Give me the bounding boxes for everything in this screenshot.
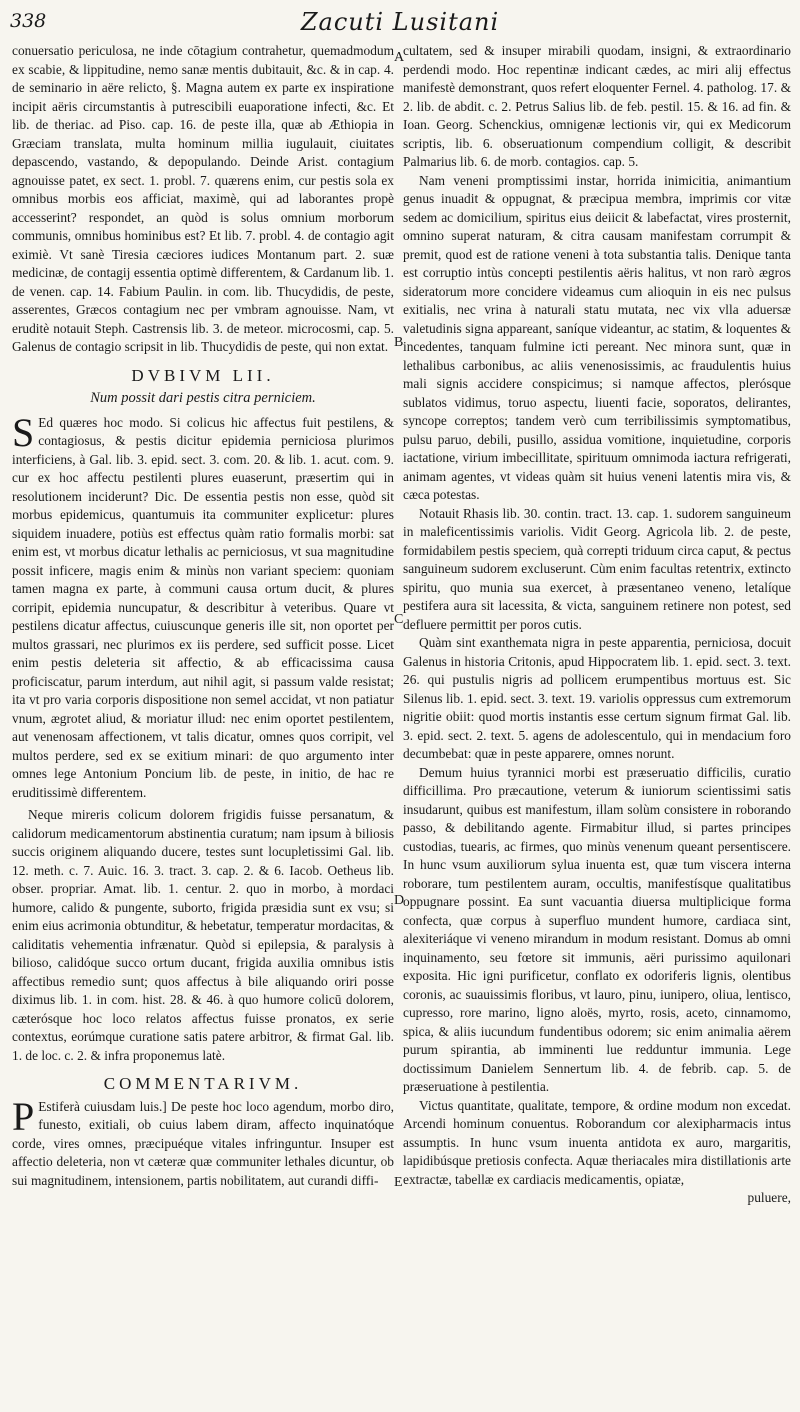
running-title: Zacuti Lusitani [300,8,500,36]
right-paragraph-4: Quàm sint exanthemata nigra in peste apparentia, perniciosa, docuit Galenus in historia Critonis, apud Hippocratem lib. 1. epid. sect. 3. text. 26. qui pustulis nigris ad pollicem erumpentibus mortuus est. Sic Silenus lib. 1. epid. sect. 3. text. 19. variolis oppressus cum extremorum nigritie obiit: quod mortis instantis esse certum signum firmat Gal. lib. 3. epid. sect. 2. text. 5. agens de adolescentulo, qui in mendacium foro decumbebat: quæ in peste apparere, omnes norunt. [403,635,791,761]
right-paragraph-3: Notauit Rhasis lib. 30. contin. tract. 13. cap. 1. sudorem sanguineum in maleficentissimis variolis. Vidit Georg. Agricola lib. 2. de peste, formidabilem pestis speciem, quà correpti triduum circa caput, & pectus sanguineum sudorem excluserunt. Cùm enim facultas retentrix, extincto spiritu, quo munia sua exercet, à præsentaneo veneno, letalíque pestifera aura sit lacessita, & victa, sanguinem retinere non potest, sed defluere permittit per poros cutis. [403,505,791,632]
drop-cap-s: S [12,409,35,455]
right-paragraph-1: cultatem, sed & insuper mirabili quodam, insigni, & extraordinario perdendi modo. Hoc repentinæ indicant cædes, ac miri alij effectus manifestè demonstrant, quos refert eloquenter Fernel. 4. patholog. 17. & 2. lib. de abdit. c. 2. Petrus Salius lib. de feb. pestil. 15. & 16. ad fin. & Ioan. Georg. Schenckius, omnigenæ lectionis vir, qui ex Medicorum scriptis, lib. 6. obseruationum compendium colligit, & describit Palmarius lib. 6. de morb. contagios. cap. 5. [403,43,791,169]
intro-paragraph: conuersatio periculosa, ne inde cōtagium contrahetur, quemadmodum ex scabie, & lippitudine, nemo sanæ mentis dubitauit, &c. & in cap. 4. de seminario in aëre relicto, §. Magna autem ex parte ex inspiratione incipit aëris circumstantis à putrescibili euaporatione infecti, &c. Et lib. de theriac. ad Piso. cap. 16. de peste illa, quæ ab Æthiopia in Græciam translata, multa hominum millia iugulauit, ciuitates depascendo, vastando, & depopulando. Deinde Arist. contagium agnouisse patet, ex sect. 1. probl. 7. quærens enim, cur pestis sola ex omnibus morbis eos afficiat, maximè, qui ad laborantes propè accesserint? respondet, an quòd is solus omnium morborum communis, omnibus hominibus est? Et lib. 7. probl. 4. de contagio agit eximiè. Vt sanè Tiresia cæciores iudices Montanum part. 2. suæ medicinæ, de contagij essentia optimè differentem, & Cardanum lib. 1. de venen. cap. 14. Fabium Paulin. in com. lib. Thucydidis, de peste, asserentes, Græcos contagium nec per vmbram agnouisse. Nam, vt eruditè notauit Steph. Castrensis lib. 3. de meteor. microcosmi, cap. 5. Galenus de contagio scripsit in lib. Thucydidis de peste, qui non extat. [12,43,394,354]
right-paragraph-6: Victus quantitate, qualitate, tempore, & ordine modum non excedat. Arcendi hominum conuentus. Roborandum cor alexipharmacis intus assumptis. In hunc vsum inuenta antidota ex auro, margaritis, lapidibúsque pretiosis confecta. Aquæ theriacales mira distillationis arte extractæ, tabellæ ex cardiacis medicamentis, opiatæ, [403,1097,791,1187]
right-column [403,42,791,1208]
margin-letter-b: B [394,335,404,350]
catchword: puluere, [747,1190,791,1205]
dubium-paragraph-2: Neque mireris colicum dolorem frigidis fuisse persanatum, & calidorum medicamentorum abstinentia curatum; nam ipsum à biliosis succis originem aliquando ducere, testes sunt locupletissimi Gal. lib. 12. meth. c. 7. Auic. 16. 3. tract. 3. cap. 2. & 6. Iacob. Oetheus lib. obser. propriar. Amat. lib. 1. centur. 2. quo in morbo, à mordaci humore, calido & pungente, suborto, frigida præsidia sunt ex vsu; si enim eius acrimonia obtunditur, & hebetatur, temperatur mordacitas, & caliditatis vehementia infrænatur. Quòd si epilepsia, & paralysis à bilioso, calidóque succo ortum ducant, frigida auxilia omnibus istis affectibus remedio sunt; quos affectus à bile aliquando oriri posse diximus lib. 1. in com. hist. 28. & 46. à quo humore colicū dolorem, cæterósque hoc loco relatos affectus fuisse pronatos, ex serie contextus, eorúmque curatione satis patere arbitror, & firmat Gal. lib. 1. de loc. c. 2. & infra proponemus latè. [12,807,394,1063]
page-header [10,8,790,42]
page-number: 338 [10,10,47,32]
dubium-paragraph-1 [12,409,394,803]
commentarium-heading: COMMENTARIVM. [103,1074,303,1093]
dubium-subheading: Num possit dari pestis citra perniciem. [90,390,316,406]
margin-letter-c: C [394,612,404,627]
margin-letter-e: E [394,1175,403,1190]
dubium-heading: DVBIVM LII. [131,365,275,385]
drop-cap-p: P [12,1093,35,1139]
commentarium-paragraph [12,1093,394,1191]
dubium-text-1: Ed quæres hoc modo. Si colicus hic affectus fuit pestilens, & contagiosus, & pestis dicitur epidemia perniciosa plurimos interficiens, à Gal. lib. 3. epid. sect. 3. com. 20. & lib. 1. acut. com. 9. cur ex hoc affectu pestilenti plures euaserunt, præsertim qui in resolutionem inciderunt? Dic. De essentia pestis non esse, quòd sit morbus epidemicus, quantumuis ita communiter explicetur: plures siquidem inuadere, potiùs est effectus quàm ratio formalis morbi: sat enim est, vt morbus dicatur lethalis ac perniciosus, vt sua magnitudine possit inficere, magis enim & minùs non variant speciem: quoniam tamen magna ex parte, à communi causa ortum ducit, & plures corripit, epidemia nuncupatur, & describitur à veteribus. Quare vt pestilens dicatur affectus, cuiuscunque generis ille sit, non oportet per multos grassari, nec plurimos ex iis perdere, sed sufficit posse. Licet enim pestis deleteria sit affectio, & ab efficacissima causa proficiscatur, parum interdum, aut nihil agit, si passum valde resistat; ita vt pro varia corporis dispositione non semel accidat, vt non patiatur vnum, ægrotet aliud, & moriatur illud: nec enim oportet pestilentem, aut venenosam affectionem, vt talis dicatur, omnes quos corripit, vel multos perdere, sed ex se exitium minari: de quo argumento inter omnes lege Antonium Poncium lib. de peste, in initio, de hac re eruditissimè differentem. [12,414,394,800]
right-paragraph-5: Demum huius tyrannici morbi est præseruatio difficilis, curatio difficillima. Pro præcautione, veterum & iuniorum scientissimi satis insudarunt, quibus est manifestum, illam solùm consistere in roborando passo, & debilitando agente. Firmabitur illud, si partes principes custodias, tuearis, ac firmes, quo minùs venenum queant persentiscere. In hunc vsum auxiliorum sylua inuenta est, quæ tum viscera interna roborare, tum pestilentem auram, occultis, manifestísque qualitatibus oppugnare possint. Ea sunt vacuantia diuersa multiplicique forma confecta, quæ corpus à superfluo mundent humore, cardiaca sint, alexiteriáque vi veneno mirandum in modum resistant. Domus ab omni inquinamento, seu fœtore sit immunis, aëri purissimo aquilonari exposita. Hic igni purificetur, conflato ex odoriferis lignis, olentibus coronis, ac suauissimis floribus, vt lauro, pinu, iunipero, oliua, lentisco, cupresso, rore marino, ligno aloës, myrto, rosis, aceto, cinnamomo, spica, & aliis iucundum fundentibus odorem; sic enim animalia aërem purum spirantia, ab imminenti lue redduntur immunia. Lege doctissimum Danielem Sennertum lib. 4. de febrib. cap. 5. de præseruatione à pestilentia. [403,764,791,1094]
right-paragraph-2: Nam veneni promptissimi instar, horrida inimicitia, animantium genus inuadit & oppugnat, & præcipua membra, imprimis cor vitæ sedem ac domicilium, spiritus eius deiicit & labefactat, vires prosternit, omnino superat naturam, & citra causam manifestam corrumpit & premit, quod est de ratione veneni à tota substantia talis. Denique tanta est corruptio intùs concepti pestilentis aëris halitus, vt non rarò ægros sideratorum more concidere videamus cum alioquin in eis nec pulsus exitialis, nec vrina à naturali statu mutata, nec vix vlla aduersæ valetudinis signa appareant, saníque videantur, ac statim, & loquentes & incedentes, tanquam fulmine icti pereant. Nec minora sunt, quæ in lethalibus carbonibus, ac aliis venenosissimis, ac fraudulentis huius mali signis accidere conspicimus; si namque affectos, plerósque sublatos vidimus, toruo aspectu, liuenti facie, soporatos, delirantes, syncope correptos; tandem verò cum terribilissimis symptomatibus, pulsu paruo, debili, pusillo, assidua vomitione, inquietudine, corporis iactatione, virium imbecillitate, spirituum omnimoda iactura refrigerati, animam agentes, vt videas quàm sit huius veneni latentis mira vis, & cæca potestas. [403,172,791,502]
commentarium-text: Estiferà cuiusdam luis.] De peste hoc loco agendum, morbo diro, funesto, exitiali, ob cuius labem diram, affecto inquinatóque corde, vires omnes, præcipuéque vitales infringuntur. Insuper est affectio deleteria, non vt cæteræ quæ communiter lethales dicuntur, ob sui magnitudinem, intensionem, partis nobilitatem, aut curandi diffi- [12,1098,394,1188]
margin-letter-d: D [394,893,405,908]
margin-letter-a: A [394,50,405,65]
left-column [12,42,394,1190]
